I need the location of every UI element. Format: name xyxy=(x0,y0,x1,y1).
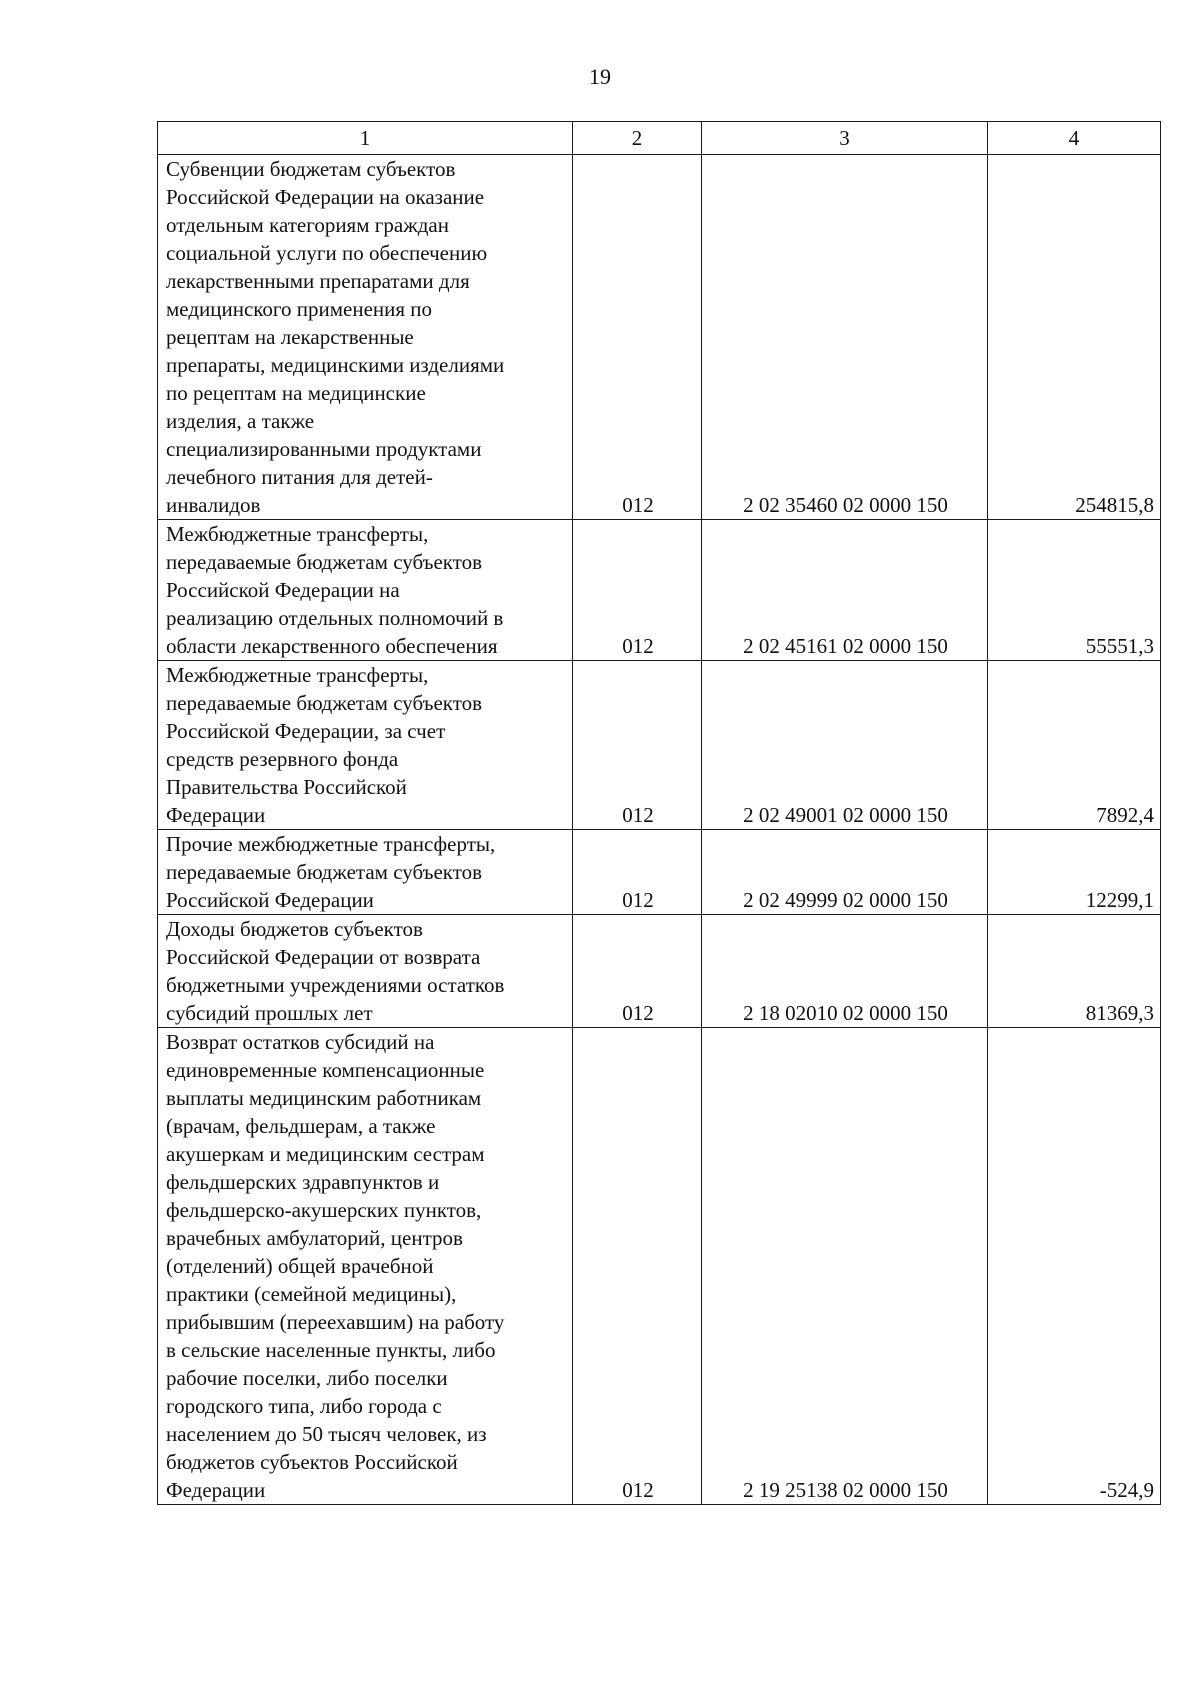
row-description: Межбюджетные трансферты, передаваемые бюджетам субъектов Российской Федерации на реализацию отдельных полномочий в области лекарственного обеспечения xyxy=(158,520,573,661)
row-admin-code: 012 xyxy=(573,155,702,520)
row-amount: 55551,3 xyxy=(988,520,1161,661)
row-budget-code: 2 02 49999 02 0000 150 xyxy=(702,830,988,915)
table-row xyxy=(158,915,1161,1028)
column-header-2: 2 xyxy=(573,122,702,155)
row-amount: 81369,3 xyxy=(988,915,1161,1028)
row-amount: 12299,1 xyxy=(988,830,1161,915)
row-description: Возврат остатков субсидий на единовременные компенсационные выплаты медицинским работникам (врачам, фельдшерам, а также акушеркам и медицинским сестрам фельдшерских здравпунктов и фельдшерско-акушерских пунктов, врачебных амбулаторий, центров (отделений) общей врачебной практики (семейной медицины), прибывшим (переехавшим) на работу в сельские населенные пункты, либо рабочие поселки, либо поселки городского типа, либо города с населением до 50 тысяч человек, из бюджетов субъектов Российской Федерации xyxy=(158,1028,573,1505)
row-budget-code: 2 19 25138 02 0000 150 xyxy=(702,1028,988,1505)
row-amount: 7892,4 xyxy=(988,661,1161,830)
row-admin-code: 012 xyxy=(573,915,702,1028)
row-budget-code: 2 02 49001 02 0000 150 xyxy=(702,661,988,830)
column-header-4: 4 xyxy=(988,122,1161,155)
row-admin-code: 012 xyxy=(573,1028,702,1505)
row-admin-code: 012 xyxy=(573,520,702,661)
row-admin-code: 012 xyxy=(573,830,702,915)
row-description: Прочие межбюджетные трансферты, передаваемые бюджетам субъектов Российской Федерации xyxy=(158,830,573,915)
row-budget-code: 2 02 45161 02 0000 150 xyxy=(702,520,988,661)
column-header-3: 3 xyxy=(702,122,988,155)
row-amount: 254815,8 xyxy=(988,155,1161,520)
page-number: 19 xyxy=(589,64,611,89)
row-description: Доходы бюджетов субъектов Российской Федерации от возврата бюджетными учреждениями остатков субсидий прошлых лет xyxy=(158,915,573,1028)
budget-table xyxy=(157,121,1161,1505)
table-row xyxy=(158,155,1161,520)
table-row xyxy=(158,1028,1161,1505)
table-row xyxy=(158,520,1161,661)
column-header-1: 1 xyxy=(158,122,573,155)
table-row xyxy=(158,661,1161,830)
row-description: Субвенции бюджетам субъектов Российской Федерации на оказание отдельным категориям граждан социальной услуги по обеспечению лекарственными препаратами для медицинского применения по рецептам на лекарственные препараты, медицинскими изделиями по рецептам на медицинские изделия, а также специализированными продуктами лечебного питания для детей- инвалидов xyxy=(158,155,573,520)
row-description: Межбюджетные трансферты, передаваемые бюджетам субъектов Российской Федерации, за счет средств резервного фонда Правительства Российской Федерации xyxy=(158,661,573,830)
row-admin-code: 012 xyxy=(573,661,702,830)
table-row xyxy=(158,830,1161,915)
row-amount: -524,9 xyxy=(988,1028,1161,1505)
row-budget-code: 2 02 35460 02 0000 150 xyxy=(702,155,988,520)
row-budget-code: 2 18 02010 02 0000 150 xyxy=(702,915,988,1028)
table-header-row xyxy=(158,122,1161,155)
